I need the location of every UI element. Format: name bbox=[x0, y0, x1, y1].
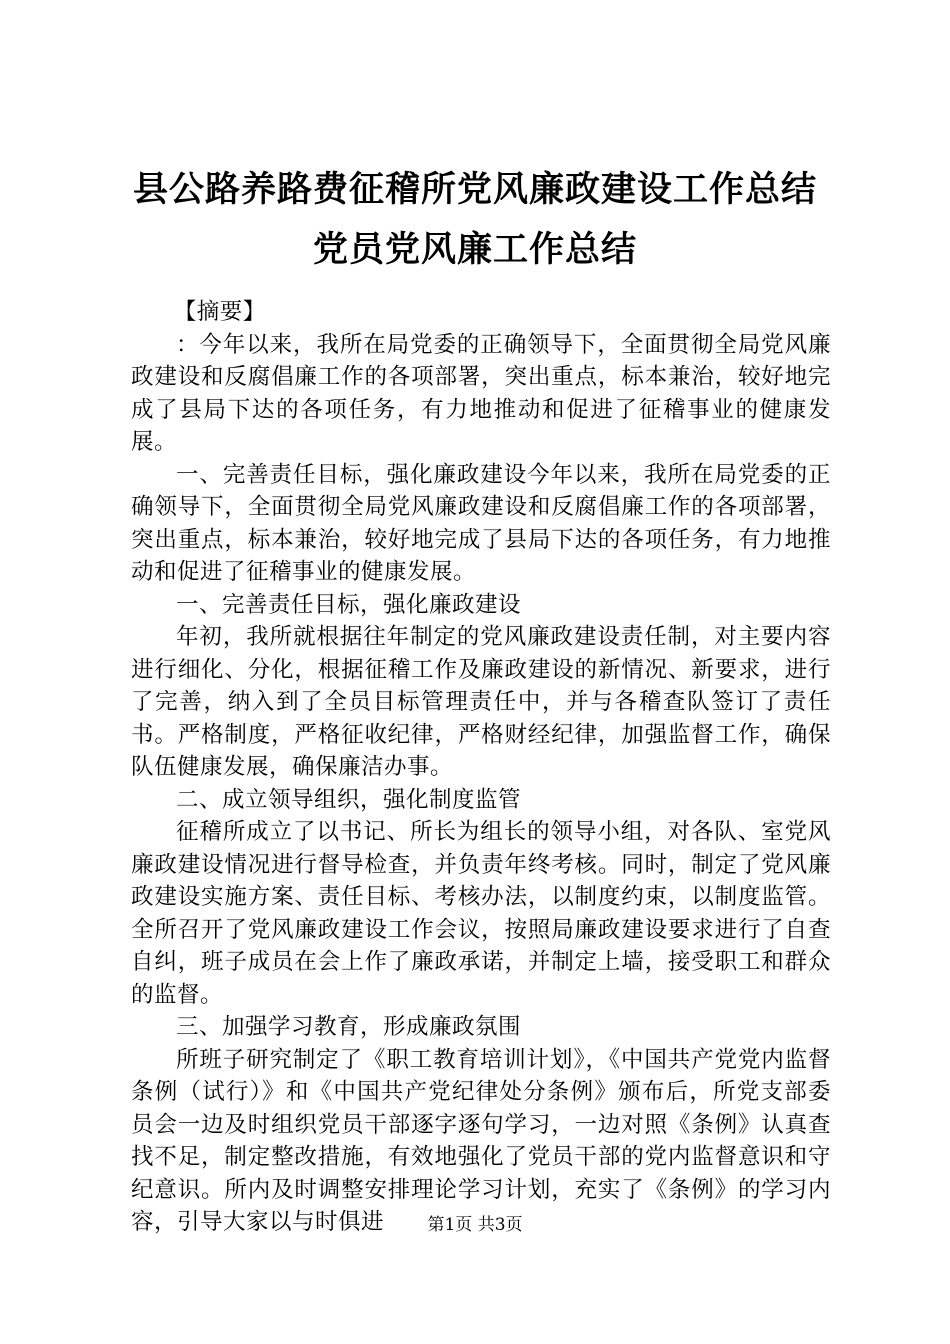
section-heading-3: 三、加强学习教育，形成廉政氛围 bbox=[176, 1014, 522, 1040]
paragraph-4: 所班子研究制定了《职工教育培训计划》，《中国共产党党内监督条例（试行）》和《中国共产党纪律处分条例》颁布后，所党支部委员会一边及时组织党员干部逐字逐句学习，一边对照《条例》认真查找不足，制定整改措施，有效地强化了党员干部的党内监督意识和守纪意识。所内及时调整安排理论学习计划，充实了《条例》的学习内容，引导大家以与时俱进 bbox=[131, 1046, 831, 1235]
paragraph-3: 征稽所成立了以书记、所长为组长的领导小组，对各队、室党风廉政建设情况进行督导检查，并负责年终考核。同时，制定了党风廉政建设实施方案、责任目标、考核办法，以制度约束，以制度监管。全所召开了党风廉政建设工作会议，按照局廉政建设要求进行了自查自纠，班子成员在会上作了廉政承诺，并制定上墙，接受职工和群众的监督。 bbox=[131, 819, 831, 1008]
document-body bbox=[131, 296, 831, 1239]
paragraph-1: 一、完善责任目标，强化廉政建设今年以来，我所在局党委的正确领导下，全面贯彻全局党风廉政建设和反腐倡廉工作的各项部署，突出重点，标本兼治，较好地完成了县局下达的各项任务，有力地推动和促进了征稽事业的健康发展。 bbox=[131, 461, 831, 585]
paragraph-abstract: ：今年以来，我所在局党委的正确领导下，全面贯彻全局党风廉政建设和反腐倡廉工作的各项部署，突出重点，标本兼治，较好地完成了县局下达的各项任务，有力地推动和促进了征稽事业的健康发展。 bbox=[131, 331, 831, 455]
abstract-label: 【摘要】 bbox=[173, 299, 266, 325]
section-heading-1: 一、完善责任目标，强化廉政建设 bbox=[176, 591, 522, 618]
section-heading-2: 二、成立领导组织，强化制度监管 bbox=[176, 786, 522, 813]
page-footer: 第1页 共3页 bbox=[427, 1215, 523, 1235]
document-title: 县公路养路费征稽所党风廉政建设工作总结党员党风廉工作总结 bbox=[132, 170, 817, 270]
paragraph-2: 年初，我所就根据往年制定的党风廉政建设责任制，对主要内容进行细化、分化，根据征稽工作及廉政建设的新情况、新要求，进行了完善，纳入到了全员目标管理责任中，并与各稽查队签订了责任书。严格制度，严格征收纪律，严格财经纪律，加强监督工作，确保队伍健康发展，确保廉洁办事。 bbox=[131, 624, 831, 780]
